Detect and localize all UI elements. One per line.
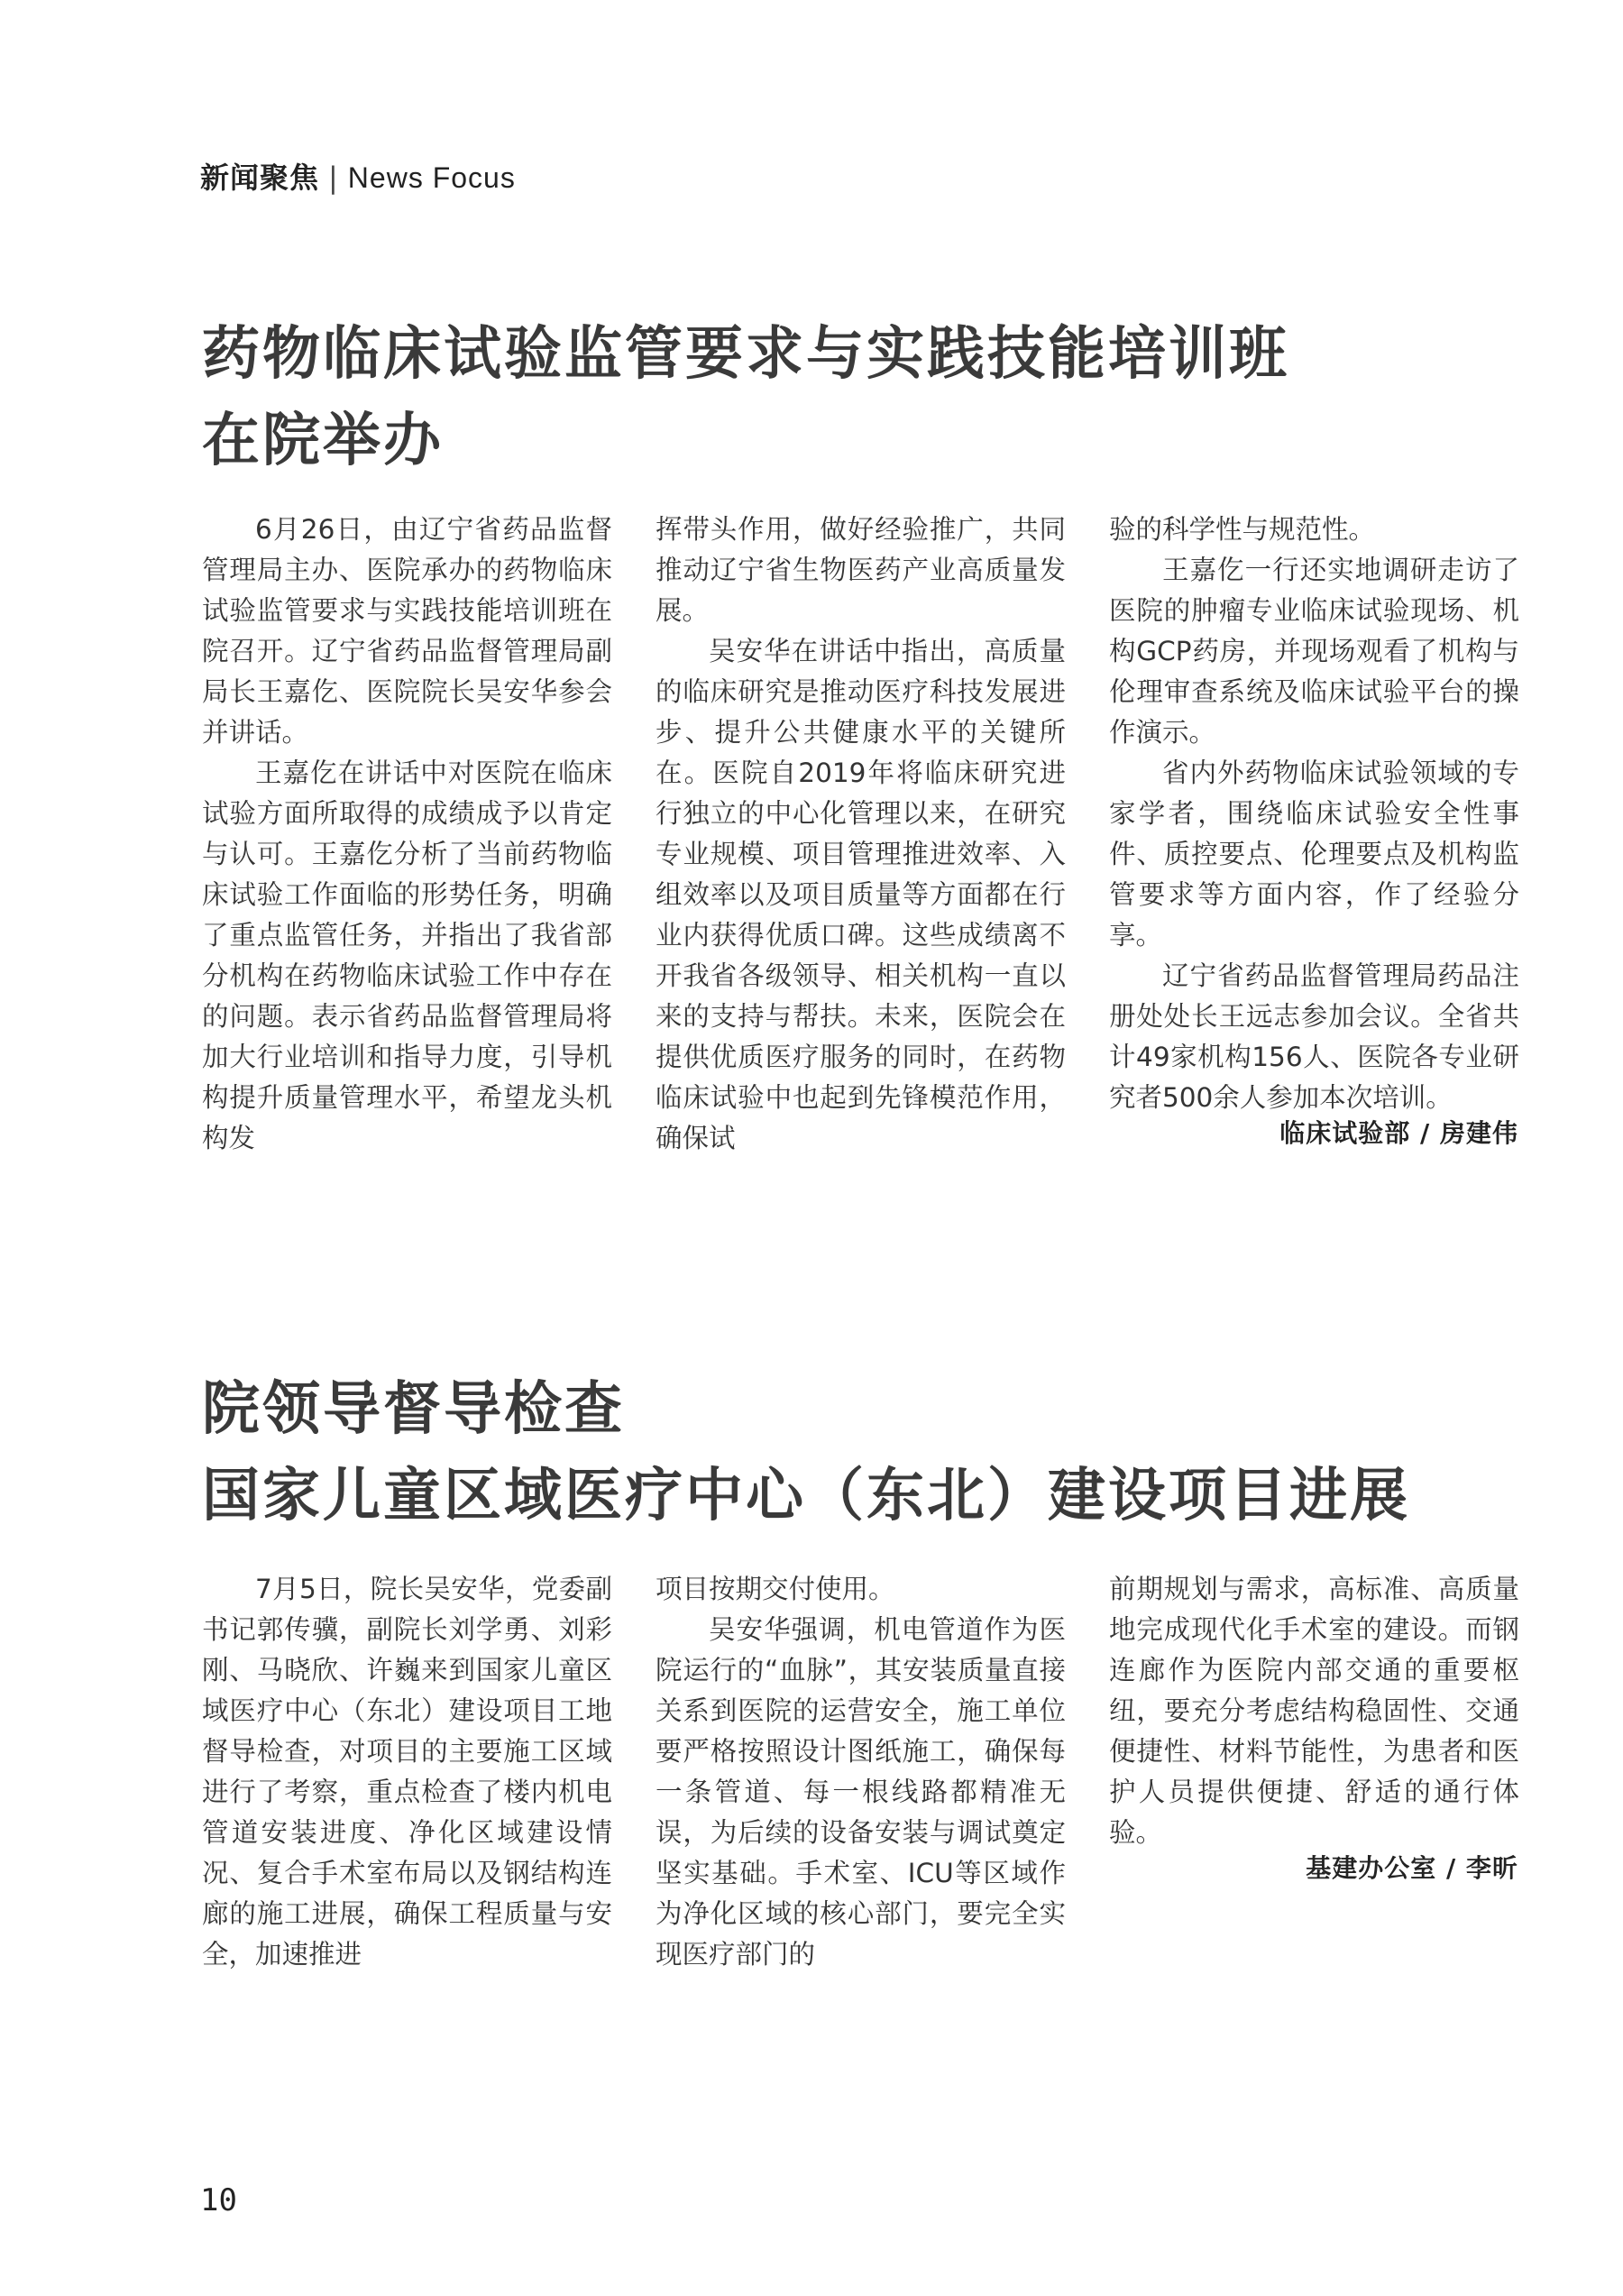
paragraph: 吴安华强调，机电管道作为医院运行的“血脉”，其安装质量直接关系到医院的运营安全，施工单位要严格按照设计图纸施工，确保每一条管道、每一根线路都精准无误，为后续的设备安装与调试奠定坚实基础。手术室、ICU等区域作为净化区域的核心部门，要完全实现医疗部门的 — [656, 1614, 1066, 1970]
paragraph: 王嘉仡在讲话中对医院在临床试验方面所取得的成绩成予以肯定与认可。王嘉仡分析了当前药物临床试验工作面临的形势任务，明确了重点监管任务，并指出了我省部分机构在药物临床试验工作中存在的问题。表示省药品监督管理局将加大行业培训和指导力度，引导机构提升质量管理水平，希望龙头机构发 — [202, 758, 612, 1153]
paragraph: 验的科学性与规范性。 — [1109, 514, 1376, 545]
paragraph: 吴安华在讲话中指出，高质量的临床研究是推动医疗科技发展进步、提升公共健康水平的关键所在。医院自2019年将临床研究进行独立的中心化管理以来，在研究专业规模、项目管理推进效率、入组效率以及项目质量等方面都在行业内获得优质口碑。这些成绩离不开我省各级领导、相关机构一直以来的支持与帮扶。未来，医院会在提供优质医疗服务的同时，在药物临床试验中也起到先锋模范作用，确保试 — [656, 636, 1066, 1153]
paragraph: 挥带头作用，做好经验推广，共同推动辽宁省生物医药产业高质量发展。 — [656, 514, 1066, 626]
article2-column-3 — [1109, 1569, 1519, 1853]
paragraph: 辽宁省药品监督管理局药品注册处处长王远志参加会议。全省共计49家机构156人、医院各专业研究者500余人参加本次培训。 — [1109, 960, 1519, 1113]
article1-title-line: 药物临床试验监管要求与实践技能培训班 — [202, 321, 1289, 388]
article2-title-line: 院领导督导检查 — [202, 1376, 625, 1443]
article1-column-2 — [656, 510, 1066, 1159]
article1-author: 临床试验部 / 房建伟 — [1279, 1118, 1518, 1148]
paragraph: 省内外药物临床试验领域的专家学者，围绕临床试验安全性事件、质控要点、伦理要点及机构监管要求等方面内容，作了经验分享。 — [1109, 758, 1519, 951]
paragraph: 项目按期交付使用。 — [656, 1574, 895, 1604]
article2-title — [202, 1366, 1410, 1539]
section-separator: | — [328, 161, 339, 195]
article1-title-line: 在院举办 — [202, 408, 444, 474]
paragraph: 前期规划与需求，高标准、高质量地完成现代化手术室的建设。而钢连廊作为医院内部交通的重要枢纽，要充分考虑结构稳固性、交通便捷性、材料节能性，为患者和医护人员提供便捷、舒适的通行体验。 — [1109, 1574, 1519, 1848]
paragraph: 6月26日，由辽宁省药品监督管理局主办、医院承办的药物临床试验监管要求与实践技能培训班在院召开。辽宁省药品监督管理局副局长王嘉仡、医院院长吴安华参会并讲话。 — [202, 514, 612, 748]
article2-column-2 — [656, 1569, 1066, 1975]
section-header — [200, 155, 516, 197]
article2-title-line: 国家儿童区域医疗中心（东北）建设项目进展 — [202, 1463, 1410, 1529]
article2-column-1 — [202, 1569, 612, 1975]
page-number: 10 — [200, 2182, 237, 2218]
article1-column-3 — [1109, 510, 1519, 1118]
article1-column-1 — [202, 510, 612, 1159]
article1-title — [202, 311, 1289, 484]
section-title-en: News Focus — [347, 161, 516, 194]
section-title-zh: 新闻聚焦 — [200, 161, 320, 195]
paragraph: 7月5日，院长吴安华，党委副书记郭传骥，副院长刘学勇、刘彩刚、马晓欣、许巍来到国家儿童区域医疗中心（东北）建设项目工地督导检查，对项目的主要施工区域进行了考察，重点检查了楼内机电管道安装进度、净化区域建设情况、复合手术室布局以及钢结构连廊的施工进展，确保工程质量与安全，加速推进 — [202, 1574, 612, 1970]
paragraph: 王嘉仡一行还实地调研走访了医院的肿瘤专业临床试验现场、机构GCP药房，并现场观看了机构与伦理审查系统及临床试验平台的操作演示。 — [1109, 555, 1519, 748]
article2-author: 基建办公室 / 李昕 — [1306, 1853, 1518, 1883]
